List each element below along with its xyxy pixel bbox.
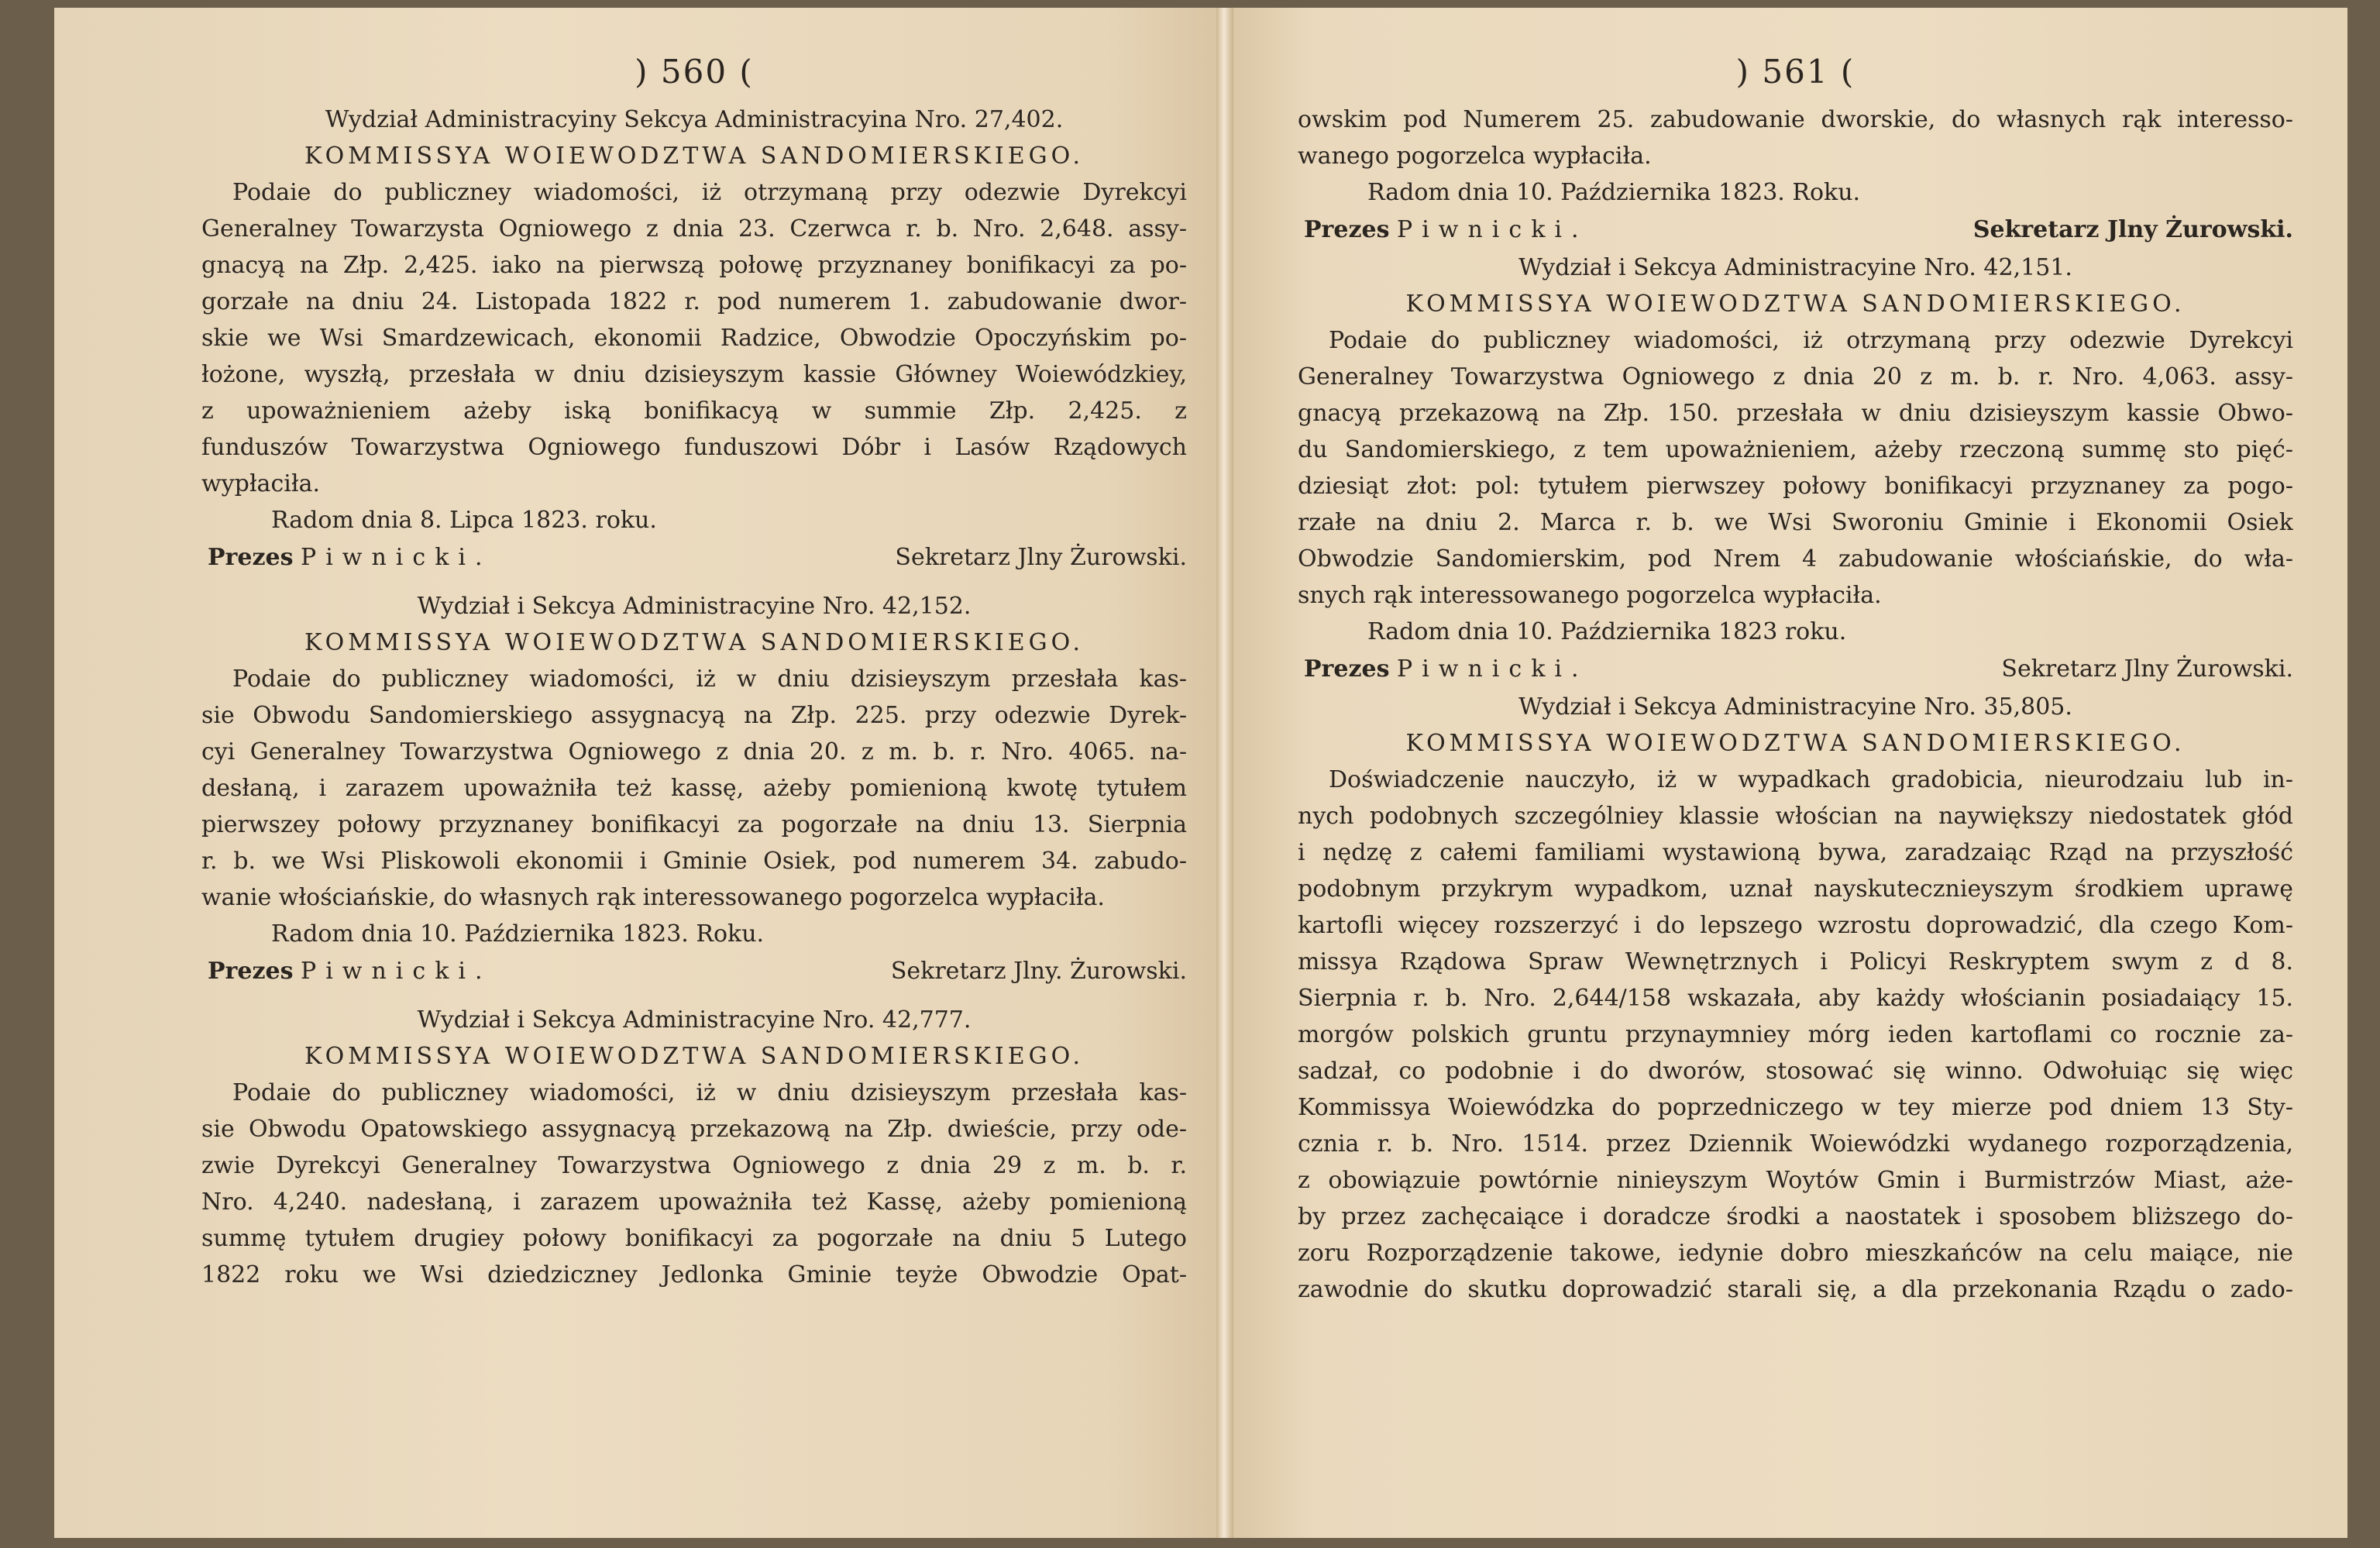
text-line: owskim pod Numerem 25. zabudowanie dworskie, do własnych rąk interesso- [1298,106,2293,133]
text-line: wypłaciła. [201,470,320,497]
president-name: Piwnicki. [1397,655,1588,683]
text-line: Podaie do publiczney wiadomości, iż otrzymaną przy odezwie Dyrekcyi [232,179,1187,206]
text-line: pierwszey połowy przyznaney bonifikacyi za pogorzałe na dniu 13. Sierpnia [201,811,1187,838]
text-line: podobnym przykrym wypadkom, uznał nayskutecznieyszym środkiem uprawę [1298,875,2293,903]
notice-heading: KOMMISSYA WOIEWODZTWA SANDOMIERSKIEGO. [1405,291,2186,318]
signature-line [201,952,1187,991]
book-spread [54,8,2347,1538]
notice-heading: KOMMISSYA WOIEWODZTWA SANDOMIERSKIEGO. [304,143,1085,170]
text-line: r. b. we Wsi Pliskowoli ekonomii i Gminie Osiek, pod numerem 34. zabudo- [201,848,1187,875]
notice-4 [1298,249,2293,689]
text-line: Podaie do publiczney wiadomości, iż w dniu dzisieyszym przesłała kas- [232,666,1187,693]
text-line: gnacyą na Złp. 2,425. iako na pierwszą połowę przyznaney bonifikacyi za po- [201,252,1187,279]
notice-heading: KOMMISSYA WOIEWODZTWA SANDOMIERSKIEGO. [304,629,1085,656]
text-line: Generalney Towarzystwa Ogniowego z dnia 20 z m. b. r. Nro. 4,063. assy- [1298,363,2293,390]
text-line: du Sandomierskiego, z tem upoważnieniem, ażeby rzeczoną summę sto pięć- [1298,436,2293,463]
text-line: summę tytułem drugiey połowy bonifikacyi za pogorzałe na dniu 5 Lutego [201,1225,1187,1252]
president-label: Prezes [208,544,294,571]
notice-3 [201,1002,1187,1293]
text-line: Podaie do publiczney wiadomości, iż w dniu dzisieyszym przesłała kas- [232,1079,1187,1106]
notice-continuation [1298,101,2293,249]
text-line: rzałe na dniu 2. Marca r. b. we Wsi Sworoniu Gminie i Ekonomii Osiek [1298,509,2293,536]
president-label: Prezes [1304,216,1390,243]
left-page [54,8,1224,1538]
text-line: Generalney Towarzysta Ogniowego z dnia 23. Czerwca r. b. Nro. 2,648. assy- [201,215,1187,243]
department-line: Wydział i Sekcya Administracyine Nro. 42,152. [417,593,972,620]
text-line: gorzałe na dniu 24. Listopada 1822 r. pod numerem 1. zabudowanie dwor- [201,288,1187,315]
text-line: i nędzę z całemi familiami wystawioną bywa, zaradzaiąc Rząd na przyszłość [1298,839,2293,866]
president-label: Prezes [1304,655,1390,683]
department-line: Wydział i Sekcya Administracyine Nro. 35,805. [1518,693,2072,721]
page-number: ) 560 ( [635,53,754,91]
signature-line [1298,211,2293,249]
text-line: Nro. 4,240. nadesłaną, i zarazem upoważniła też Kassę, ażeby pomienioną [201,1189,1187,1216]
text-line: desłaną, i zarazem upoważniła też kassę, ażeby pomienioną kwotę tytułem [201,775,1187,802]
text-line: sadzał, co podobnie i do dworów, stosować się winno. Odwołuiąc się więc [1298,1058,2293,1085]
text-line: nych podobnych szczególniey klassie włościan na naywiększy niedostatek głód [1298,803,2293,830]
text-line: snych rąk interessowanego pogorzelca wypłaciła. [1298,582,1882,609]
text-line: missya Rządowa Spraw Wewnętrznych i Policyi Reskryptem swym z d 8. [1298,948,2293,975]
text-line: Doświadczenie nauczyło, iż w wypadkach gradobicia, nieurodzaiu lub in- [1329,766,2293,793]
president-label: Prezes [208,958,294,985]
text-line: cznia r. b. Nro. 1514. przez Dziennik Woiewódzki wydanego rozporządzenia, [1298,1130,2293,1158]
page-number: ) 561 ( [1735,53,1856,91]
text-line: z obowiązuie powtórnie ninieyszym Woytów Gmin i Burmistrzów Miast, aże- [1298,1167,2293,1194]
text-line: Sierpnia r. b. Nro. 2,644/158 wskazała, aby każdy włościanin posiadaiący 15. [1298,985,2293,1012]
notice-2 [201,588,1187,991]
text-line: wanego pogorzelca wypłaciła. [1298,143,1652,170]
text-line: zawodnie do skutku doprowadzić starali się, a dla przekonania Rządu o zado- [1298,1276,2293,1303]
notice-heading: KOMMISSYA WOIEWODZTWA SANDOMIERSKIEGO. [304,1043,1085,1070]
president-name: Piwnicki. [1397,216,1588,243]
date-line: Radom dnia 10. Października 1823 roku. [1367,618,1847,645]
text-line: kartofli więcey rozszerzyć i do lepszego wzrostu doprowadzić, dla czego Kom- [1298,912,2293,939]
text-line: sie Obwodu Sandomierskiego assygnacyą na Złp. 225. przy odezwie Dyrek- [201,702,1187,729]
notice-5 [1298,689,2293,1308]
text-line: funduszów Towarzystwa Ogniowego funduszowi Dóbr i Lasów Rządowych [201,434,1187,461]
secretary-name: Sekretarz Jlny Żurowski. [1972,216,2293,243]
secretary-name: Sekretarz Jlny Żurowski. [895,544,1187,571]
text-line: skie we Wsi Smardzewicach, ekonomii Radzice, Obwodzie Opoczyńskim po- [201,325,1187,352]
signature-line [1298,650,2293,689]
text-line: z upoważnieniem ażeby iską bonifikacyą w summie Złp. 2,425. z [201,397,1187,425]
department-line: Wydział i Sekcya Administracyine Nro. 42,151. [1518,254,2072,281]
department-line: Wydział i Sekcya Administracyine Nro. 42,777. [417,1006,972,1034]
department-line: Wydział Administracyiny Sekcya Administracyina Nro. 27,402. [325,106,1064,133]
notice-1 [201,101,1187,577]
secretary-name: Sekretarz Jlny. Żurowski. [890,958,1187,985]
text-line: morgów polskich gruntu przynaymniey mórg ieden kartoflami co rocznie za- [1298,1021,2293,1048]
date-line: Radom dnia 10. Października 1823. Roku. [271,920,765,948]
text-line: 1822 roku we Wsi dziedziczney Jedlonka Gminie teyże Obwodzie Opat- [201,1261,1187,1288]
text-line: Kommissya Woiewódzka do poprzedniczego w tey mierze pod dniem 13 Sty- [1298,1094,2293,1121]
president-name: Piwnicki. [301,958,492,985]
president-name: Piwnicki. [301,544,492,571]
text-line: dziesiąt złot: pol: tytułem pierwszey połowy bonifikacyi przyznaney za pogo- [1298,473,2293,500]
notice-heading: KOMMISSYA WOIEWODZTWA SANDOMIERSKIEGO. [1405,730,2186,757]
date-line: Radom dnia 10. Października 1823. Roku. [1367,179,1861,206]
text-line: cyi Generalney Towarzystwa Ogniowego z dnia 20. z m. b. r. Nro. 4065. na- [201,738,1187,765]
text-line: wanie włościańskie, do własnych rąk interessowanego pogorzelca wypłaciła. [201,884,1105,911]
signature-line [201,538,1187,577]
text-line: gnacyą przekazową na Złp. 150. przesłała w dniu dzisieyszym kassie Obwo- [1298,400,2293,427]
book-gutter [1216,8,1233,1538]
text-line: Obwodzie Sandomierskim, pod Nrem 4 zabudowanie włościańskie, do wła- [1298,545,2293,573]
text-line: łożone, wyszłą, przesłała w dniu dzisieyszym kassie Główney Woiewódzkiey, [201,361,1187,388]
secretary-name: Sekretarz Jlny Żurowski. [2001,655,2293,683]
text-line: by przez zachęcaiące i doradcze środki a naostatek i sposobem bliższego do- [1298,1203,2293,1230]
text-line: sie Obwodu Opatowskiego assygnacyą przekazową na Złp. dwieście, przy ode- [201,1116,1187,1143]
text-line: zoru Rozporządzenie takowe, iedynie dobro mieszkańców na celu maiące, nie [1298,1240,2293,1267]
text-line: zwie Dyrekcyi Generalney Towarzystwa Ogniowego z dnia 29 z m. b. r. [201,1152,1187,1179]
text-line: Podaie do publiczney wiadomości, iż otrzymaną przy odezwie Dyrekcyi [1329,327,2293,354]
right-page [1224,8,2347,1538]
date-line: Radom dnia 8. Lipca 1823. roku. [271,507,657,534]
